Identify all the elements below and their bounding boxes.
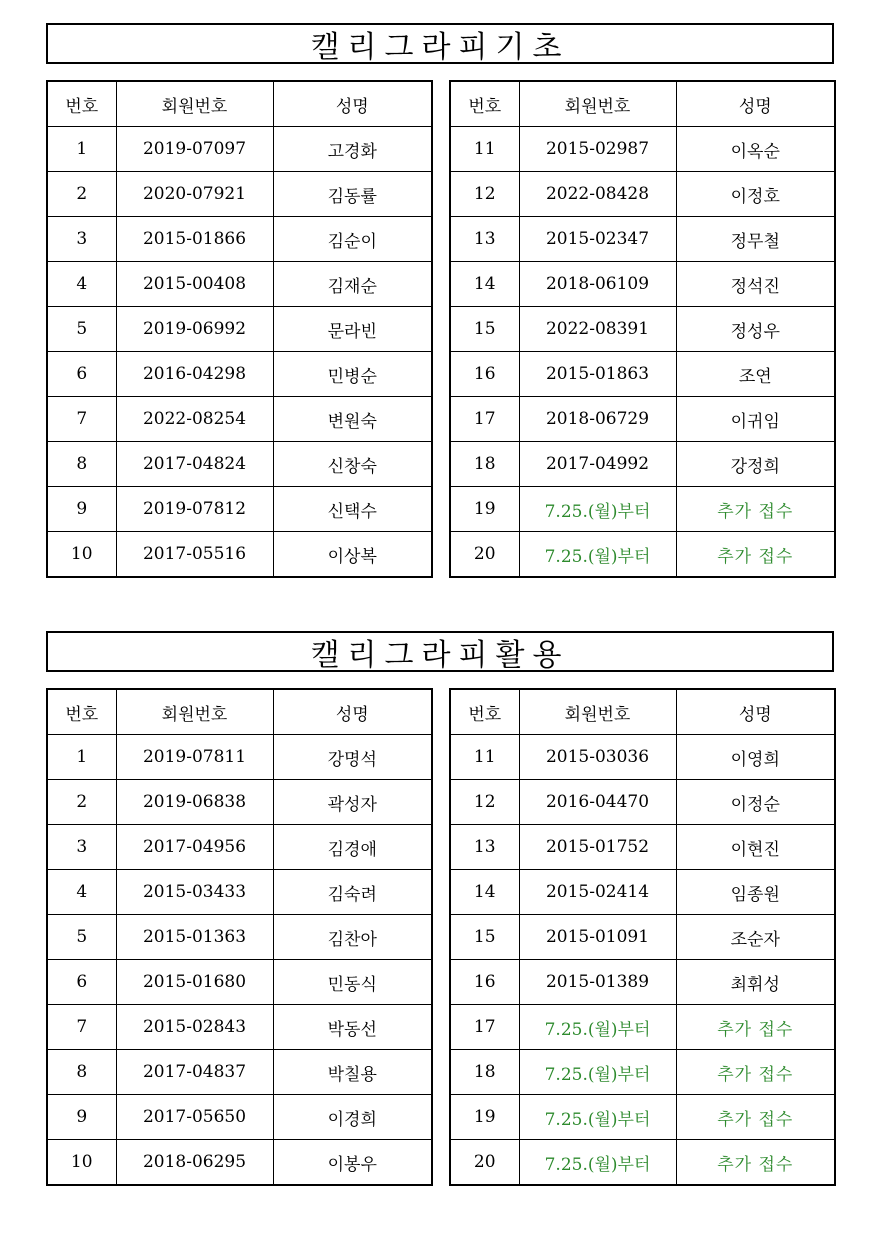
- member-name-cell: 박칠용: [273, 1050, 432, 1095]
- member-name-cell: 강정희: [676, 442, 835, 487]
- section-calligraphy-applied: [46, 631, 834, 1175]
- member-id-cell: 2022-08254: [116, 397, 273, 442]
- roster-table-left: [46, 80, 433, 578]
- row-number: 10: [47, 1140, 116, 1186]
- table-row: [450, 487, 835, 532]
- roster-table-right: [449, 80, 836, 578]
- table-row: [450, 532, 835, 578]
- member-name-cell: 김동률: [273, 172, 432, 217]
- roster-tables: [46, 688, 834, 1177]
- member-id-cell: 2019-06992: [116, 307, 273, 352]
- table-row: [450, 397, 835, 442]
- member-name-cell: 추가 접수: [676, 1050, 835, 1095]
- row-number: 10: [47, 532, 116, 578]
- row-number: 13: [450, 217, 519, 262]
- member-id-cell: 7.25.(월)부터: [519, 1095, 676, 1140]
- section-calligraphy-basic: [46, 23, 834, 567]
- table-row: [47, 1050, 432, 1095]
- member-name-cell: 김경애: [273, 825, 432, 870]
- column-header-member-id: 회원번호: [519, 689, 676, 735]
- row-number: 15: [450, 307, 519, 352]
- row-number: 8: [47, 1050, 116, 1095]
- table-row: [450, 960, 835, 1005]
- row-number: 3: [47, 825, 116, 870]
- row-number: 1: [47, 735, 116, 780]
- member-id-cell: 2015-01863: [519, 352, 676, 397]
- member-id-cell: 2018-06109: [519, 262, 676, 307]
- table-header-row: [450, 689, 835, 735]
- member-id-cell: 7.25.(월)부터: [519, 1005, 676, 1050]
- table-row: [450, 1050, 835, 1095]
- column-header-member-id: 회원번호: [519, 81, 676, 127]
- row-number: 6: [47, 352, 116, 397]
- member-name-cell: 이경희: [273, 1095, 432, 1140]
- table-row: [47, 532, 432, 578]
- member-id-cell: 2016-04298: [116, 352, 273, 397]
- table-header-row: [47, 689, 432, 735]
- member-id-cell: 2022-08428: [519, 172, 676, 217]
- row-number: 16: [450, 960, 519, 1005]
- row-number: 4: [47, 870, 116, 915]
- member-id-cell: 2015-01680: [116, 960, 273, 1005]
- member-name-cell: 정무철: [676, 217, 835, 262]
- table-row: [450, 1095, 835, 1140]
- member-name-cell: 추가 접수: [676, 1140, 835, 1186]
- member-id-cell: 2020-07921: [116, 172, 273, 217]
- row-number: 9: [47, 1095, 116, 1140]
- member-name-cell: 문라빈: [273, 307, 432, 352]
- table-row: [47, 780, 432, 825]
- table-row: [450, 127, 835, 172]
- row-number: 18: [450, 442, 519, 487]
- member-id-cell: 7.25.(월)부터: [519, 487, 676, 532]
- member-name-cell: 박동선: [273, 1005, 432, 1050]
- row-number: 2: [47, 172, 116, 217]
- table-row: [450, 217, 835, 262]
- table-row: [47, 915, 432, 960]
- member-name-cell: 정성우: [676, 307, 835, 352]
- member-id-cell: 2015-01752: [519, 825, 676, 870]
- table-row: [450, 307, 835, 352]
- table-row: [47, 1095, 432, 1140]
- member-name-cell: 이봉우: [273, 1140, 432, 1186]
- row-number: 3: [47, 217, 116, 262]
- member-id-cell: 2018-06729: [519, 397, 676, 442]
- column-header-name: 성명: [676, 689, 835, 735]
- member-id-cell: 2017-04992: [519, 442, 676, 487]
- table-row: [450, 825, 835, 870]
- member-id-cell: 2017-04824: [116, 442, 273, 487]
- member-name-cell: 이상복: [273, 532, 432, 578]
- row-number: 1: [47, 127, 116, 172]
- table-row: [450, 915, 835, 960]
- row-number: 5: [47, 915, 116, 960]
- table-row: [47, 397, 432, 442]
- section-title: 캘리그라피활용: [46, 631, 834, 672]
- member-id-cell: 2015-02414: [519, 870, 676, 915]
- section-title: 캘리그라피기초: [46, 23, 834, 64]
- roster-table-right: [449, 688, 836, 1186]
- member-name-cell: 고경화: [273, 127, 432, 172]
- member-name-cell: 곽성자: [273, 780, 432, 825]
- member-name-cell: 김숙려: [273, 870, 432, 915]
- member-id-cell: 7.25.(월)부터: [519, 1140, 676, 1186]
- member-id-cell: 2017-05516: [116, 532, 273, 578]
- member-id-cell: 2017-04956: [116, 825, 273, 870]
- table-header-row: [450, 81, 835, 127]
- member-name-cell: 최휘성: [676, 960, 835, 1005]
- member-id-cell: 2019-07812: [116, 487, 273, 532]
- member-id-cell: 2015-02843: [116, 1005, 273, 1050]
- member-id-cell: 2017-04837: [116, 1050, 273, 1095]
- member-id-cell: 2015-01363: [116, 915, 273, 960]
- member-name-cell: 이현진: [676, 825, 835, 870]
- table-row: [47, 960, 432, 1005]
- member-id-cell: 2015-00408: [116, 262, 273, 307]
- row-number: 13: [450, 825, 519, 870]
- row-number: 8: [47, 442, 116, 487]
- column-header-name: 성명: [676, 81, 835, 127]
- table-row: [47, 352, 432, 397]
- table-row: [47, 262, 432, 307]
- table-row: [450, 1140, 835, 1186]
- table-header-row: [47, 81, 432, 127]
- member-name-cell: 신창숙: [273, 442, 432, 487]
- table-row: [450, 870, 835, 915]
- member-id-cell: 2017-05650: [116, 1095, 273, 1140]
- member-id-cell: 2019-06838: [116, 780, 273, 825]
- member-id-cell: 7.25.(월)부터: [519, 1050, 676, 1095]
- table-row: [450, 1005, 835, 1050]
- row-number: 14: [450, 870, 519, 915]
- row-number: 11: [450, 735, 519, 780]
- column-header-no: 번호: [47, 81, 116, 127]
- row-number: 18: [450, 1050, 519, 1095]
- row-number: 11: [450, 127, 519, 172]
- member-name-cell: 조순자: [676, 915, 835, 960]
- member-id-cell: 2016-04470: [519, 780, 676, 825]
- table-row: [450, 780, 835, 825]
- table-row: [47, 442, 432, 487]
- member-name-cell: 정석진: [676, 262, 835, 307]
- row-number: 17: [450, 397, 519, 442]
- row-number: 17: [450, 1005, 519, 1050]
- row-number: 15: [450, 915, 519, 960]
- member-name-cell: 민병순: [273, 352, 432, 397]
- member-name-cell: 추가 접수: [676, 487, 835, 532]
- table-row: [47, 217, 432, 262]
- row-number: 20: [450, 1140, 519, 1186]
- table-row: [47, 172, 432, 217]
- member-name-cell: 김찬아: [273, 915, 432, 960]
- table-row: [47, 487, 432, 532]
- row-number: 7: [47, 397, 116, 442]
- column-header-no: 번호: [450, 689, 519, 735]
- member-name-cell: 이영희: [676, 735, 835, 780]
- member-id-cell: 7.25.(월)부터: [519, 532, 676, 578]
- row-number: 14: [450, 262, 519, 307]
- member-name-cell: 민동식: [273, 960, 432, 1005]
- member-name-cell: 추가 접수: [676, 1095, 835, 1140]
- member-name-cell: 임종원: [676, 870, 835, 915]
- table-row: [47, 1140, 432, 1186]
- member-id-cell: 2015-02347: [519, 217, 676, 262]
- row-number: 5: [47, 307, 116, 352]
- row-number: 4: [47, 262, 116, 307]
- member-id-cell: 2019-07097: [116, 127, 273, 172]
- table-row: [47, 127, 432, 172]
- member-name-cell: 조연: [676, 352, 835, 397]
- member-id-cell: 2015-01389: [519, 960, 676, 1005]
- table-row: [47, 825, 432, 870]
- member-id-cell: 2015-03036: [519, 735, 676, 780]
- table-row: [450, 262, 835, 307]
- member-name-cell: 김순이: [273, 217, 432, 262]
- member-id-cell: 2018-06295: [116, 1140, 273, 1186]
- member-name-cell: 변원숙: [273, 397, 432, 442]
- table-row: [47, 870, 432, 915]
- member-name-cell: 추가 접수: [676, 532, 835, 578]
- row-number: 9: [47, 487, 116, 532]
- member-name-cell: 이정순: [676, 780, 835, 825]
- table-row: [450, 172, 835, 217]
- member-id-cell: 2022-08391: [519, 307, 676, 352]
- member-name-cell: 이정호: [676, 172, 835, 217]
- member-name-cell: 김재순: [273, 262, 432, 307]
- column-header-member-id: 회원번호: [116, 689, 273, 735]
- member-id-cell: 2019-07811: [116, 735, 273, 780]
- row-number: 20: [450, 532, 519, 578]
- row-number: 19: [450, 487, 519, 532]
- row-number: 7: [47, 1005, 116, 1050]
- column-header-name: 성명: [273, 81, 432, 127]
- member-name-cell: 신택수: [273, 487, 432, 532]
- member-id-cell: 2015-01866: [116, 217, 273, 262]
- roster-tables: [46, 80, 834, 569]
- row-number: 12: [450, 172, 519, 217]
- member-id-cell: 2015-03433: [116, 870, 273, 915]
- table-row: [47, 307, 432, 352]
- table-row: [450, 442, 835, 487]
- member-name-cell: 이귀임: [676, 397, 835, 442]
- roster-table-left: [46, 688, 433, 1186]
- column-header-no: 번호: [47, 689, 116, 735]
- table-row: [47, 1005, 432, 1050]
- member-name-cell: 이옥순: [676, 127, 835, 172]
- row-number: 6: [47, 960, 116, 1005]
- row-number: 16: [450, 352, 519, 397]
- row-number: 2: [47, 780, 116, 825]
- member-name-cell: 추가 접수: [676, 1005, 835, 1050]
- row-number: 19: [450, 1095, 519, 1140]
- row-number: 12: [450, 780, 519, 825]
- table-row: [450, 352, 835, 397]
- member-id-cell: 2015-02987: [519, 127, 676, 172]
- column-header-no: 번호: [450, 81, 519, 127]
- table-row: [450, 735, 835, 780]
- member-id-cell: 2015-01091: [519, 915, 676, 960]
- table-row: [47, 735, 432, 780]
- column-header-name: 성명: [273, 689, 432, 735]
- column-header-member-id: 회원번호: [116, 81, 273, 127]
- member-name-cell: 강명석: [273, 735, 432, 780]
